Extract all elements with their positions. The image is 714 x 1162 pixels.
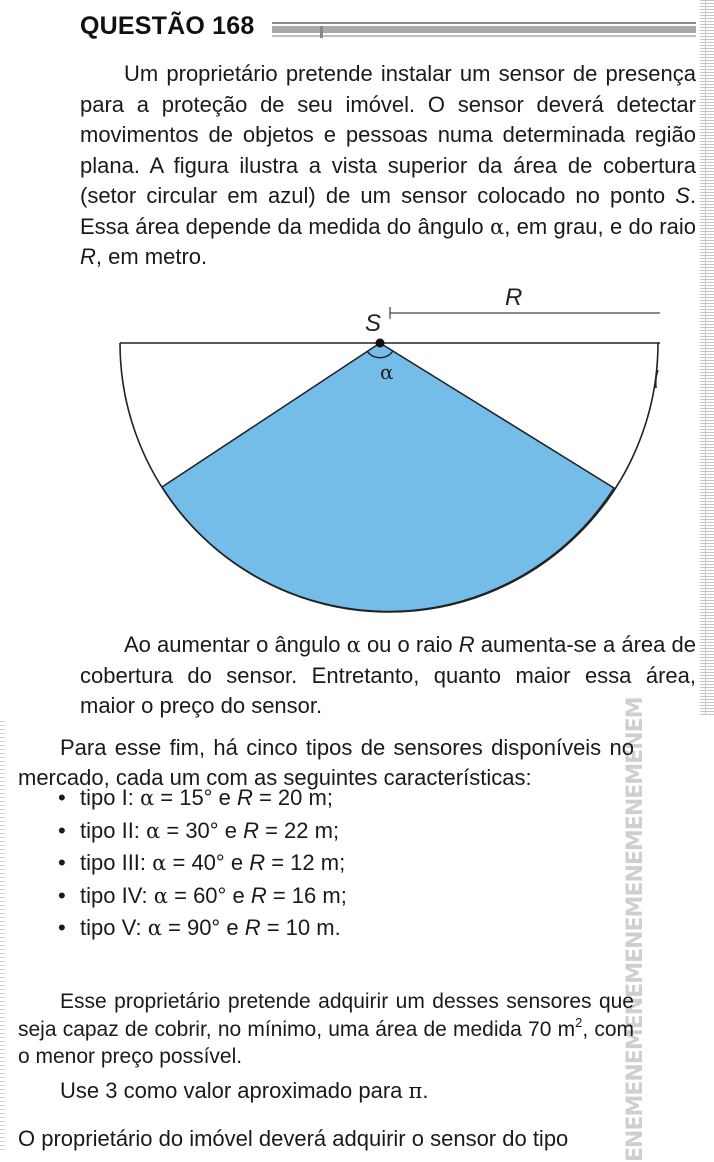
sector-diagram — [110, 280, 670, 620]
list-item: • tipo IV: α = 60° e R = 16 m; — [58, 882, 347, 908]
alpha-symbol: α — [346, 633, 361, 657]
after-figure-paragraph: Ao aumentar o ângulo α ou o raio R aumenta-se a área de cobertura do sensor. Entretanto, quanto maior essa área, maior o preço do sensor. — [80, 632, 696, 718]
list-item: • tipo III: α = 40° e R = 12 m; — [58, 850, 346, 875]
question-header — [80, 12, 254, 41]
label-s: S — [365, 310, 382, 337]
list-item: • tipo I: α = 15° e R = 20 m; — [58, 785, 333, 810]
header-decorative-bar — [272, 16, 696, 42]
requirement-paragraph: Esse proprietário pretende adquirir um desses sensores que seja capaz de cobrir, no mínimo, uma área de medida 70 $m^2$, com o menor preço possível. — [18, 990, 634, 1068]
decorative-edge-strip — [700, 0, 714, 715]
pi-note: Use 3 como valor aproximado para π. — [60, 1078, 429, 1103]
list-item: • tipo V: α = 90° e R = 10 m. — [58, 915, 341, 940]
point-s: S — [675, 183, 690, 208]
label-alpha: α — [380, 360, 394, 384]
list-item: • tipo II: α = 30° e R = 22 m; — [58, 817, 340, 843]
label-r: R — [505, 284, 523, 311]
intro-paragraph: Um proprietário pretende instalar um sensor de presença para a proteção de seu imóvel. O sensor deverá detectar movimentos de objetos e pessoas numa determinada região plana. A figura ilustra a vista superior da área de cobertura (setor circular em azul) de um sensor colocado no ponto S. Essa área depende da medida do ângulo α, em grau, e do raio R, em metro. — [80, 61, 696, 269]
alpha-symbol: α — [490, 214, 505, 239]
radius-symbol: R — [458, 632, 475, 657]
radius-symbol: R — [80, 244, 96, 269]
sensor-types-list — [58, 782, 347, 945]
sensor-coverage-figure — [110, 280, 670, 620]
decorative-pattern-strip: ENEMENEMENEMENEMENEMENEMENEM — [623, 697, 648, 1162]
decorative-left-ticks — [0, 720, 5, 1150]
question-title: QUESTÃO 168 — [80, 12, 255, 40]
sensor-point — [376, 339, 385, 348]
question-prompt: O proprietário do imóvel deverá adquirir o sensor do tipo — [18, 1126, 569, 1151]
pi-symbol: π — [408, 1079, 423, 1103]
sensors-intro-paragraph: Para esse fim, há cinco tipos de sensores disponíveis no mercado, cada um com as seguintes características: — [18, 735, 634, 790]
